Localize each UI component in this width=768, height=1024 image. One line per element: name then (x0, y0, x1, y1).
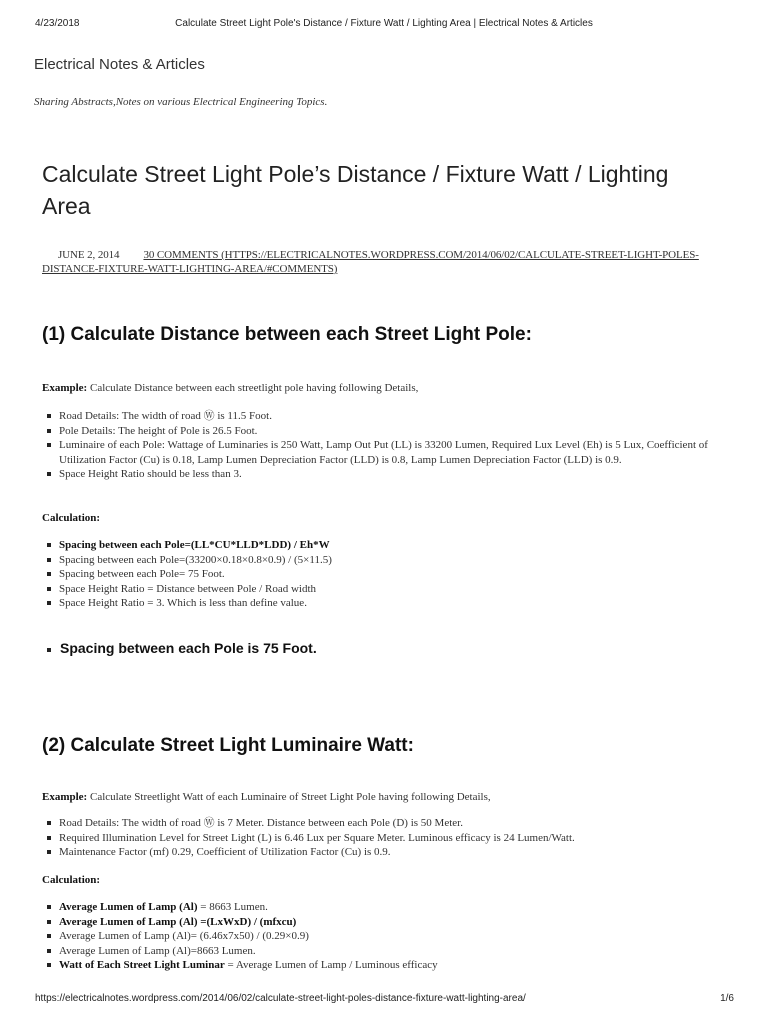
section2-heading: (2) Calculate Street Light Luminaire Watt: (42, 735, 414, 756)
print-date: 4/23/2018 (35, 18, 80, 29)
list-item (42, 900, 722, 915)
calc-bold: Average Lumen of Lamp (Al) (59, 901, 198, 913)
section1-calculation-label (42, 511, 742, 525)
list-item: Pole Details: The height of Pole is 26.5 Foot. (42, 424, 722, 439)
page-number: 1/6 (720, 993, 734, 1004)
list-item: Spacing between each Pole= 75 Foot. (42, 567, 722, 582)
section1-result-list (42, 640, 722, 656)
list-item: Luminaire of each Pole: Wattage of Luminaries is 250 Watt, Lamp Out Put (LL) is 33200 Lumen, Required Lux Level (Eh) is 5 Lux, Coefficient of Utilization Factor (Cu) is 0.18, Lamp Lumen Depreciation Factor (LLD) is 0.8, Lamp Lumen Depreciation Factor (LLD) is 0.9. (42, 438, 722, 467)
site-tagline: Sharing Abstracts,Notes on various Electrical Engineering Topics. (34, 96, 328, 108)
section1-details-list (42, 409, 722, 482)
list-item: Space Height Ratio = 3. Which is less than define value. (42, 596, 722, 611)
post-title: Calculate Street Light Pole’s Distance / Fixture Watt / Lighting Area (42, 161, 669, 219)
section2-example (42, 790, 742, 804)
calc-bold: Watt of Each Street Light Luminar (59, 959, 225, 972)
section2-calc-list (42, 900, 722, 973)
section1-calc-list (42, 538, 722, 611)
section1-heading: (1) Calculate Distance between each Street Light Pole: (42, 324, 532, 345)
list-item: Space Height Ratio = Distance between Pole / Road width (42, 582, 722, 597)
section2-example-text: Calculate Streetlight Watt of each Luminaire of Street Light Pole having following Details, (87, 791, 491, 803)
list-item: Road Details: The width of road Ⓦ is 11.5 Foot. (42, 409, 722, 424)
calc-text: = 8663 Lumen. (197, 901, 268, 913)
section1-example-text: Calculate Distance between each streetlight pole having following Details, (87, 382, 419, 394)
list-item: Average Lumen of Lamp (Al)= (6.46x7x50) / (0.29×0.9) (42, 929, 722, 944)
section1-example (42, 381, 742, 395)
list-item (42, 538, 722, 553)
calc-formula: Average Lumen of Lamp (Al) =(LxWxD) / (mfxcu) (59, 915, 297, 928)
calc-formula: Spacing between each Pole=(LL*CU*LLD*LDD) / Eh*W (59, 539, 330, 551)
print-header (0, 18, 768, 32)
list-item: Space Height Ratio should be less than 3. (42, 467, 722, 482)
calculation-label: Calculation: (42, 874, 101, 886)
section2-example-label: Example: (42, 791, 88, 803)
section2-calculation-label (42, 873, 742, 887)
section1-example-label: Example: (42, 382, 88, 394)
calculation-label: Calculation: (42, 512, 101, 524)
post-date: JUNE 2, 2014 (58, 249, 120, 261)
section2-details-list (42, 816, 722, 860)
print-page-title: Calculate Street Light Pole's Distance / Fixture Watt / Lighting Area | Electrical Notes & Articles (175, 18, 593, 29)
list-item: Average Lumen of Lamp (Al)=8663 Lumen. (42, 944, 722, 959)
list-item: Spacing between each Pole=(33200×0.18×0.8×0.9) / (5×11.5) (42, 553, 722, 568)
comments-link[interactable]: 30 COMMENTS (HTTPS://ELECTRICALNOTES.WORDPRESS.COM/2014/06/02/CALCULATE-STREET-LIGHT-POLES-DISTANCE-FIXTURE-WATT-LIGHTING-AREA/#COMMENTS) (42, 249, 699, 275)
list-item: Maintenance Factor (mf) 0.29, Coefficient of Utilization Factor (Cu) is 0.9. (42, 845, 722, 860)
list-item: Required Illumination Level for Street Light (L) is 6.46 Lux per Square Meter. Luminous efficacy is 24 Lumen/Watt. (42, 831, 722, 846)
post-meta (42, 248, 732, 276)
result-item: Spacing between each Pole is 75 Foot. (42, 640, 722, 656)
calc-text: = Average Lumen of Lamp / Luminous efficacy (224, 959, 438, 972)
list-item: Road Details: The width of road Ⓦ is 7 Meter. Distance between each Pole (D) is 50 Meter. (42, 816, 722, 831)
site-title[interactable]: Electrical Notes & Articles (34, 56, 205, 73)
list-item (42, 915, 722, 930)
footer-url: https://electricalnotes.wordpress.com/2014/06/02/calculate-street-light-poles-distance-fixture-watt-lighting-area/ (35, 993, 526, 1004)
list-item (42, 958, 722, 973)
